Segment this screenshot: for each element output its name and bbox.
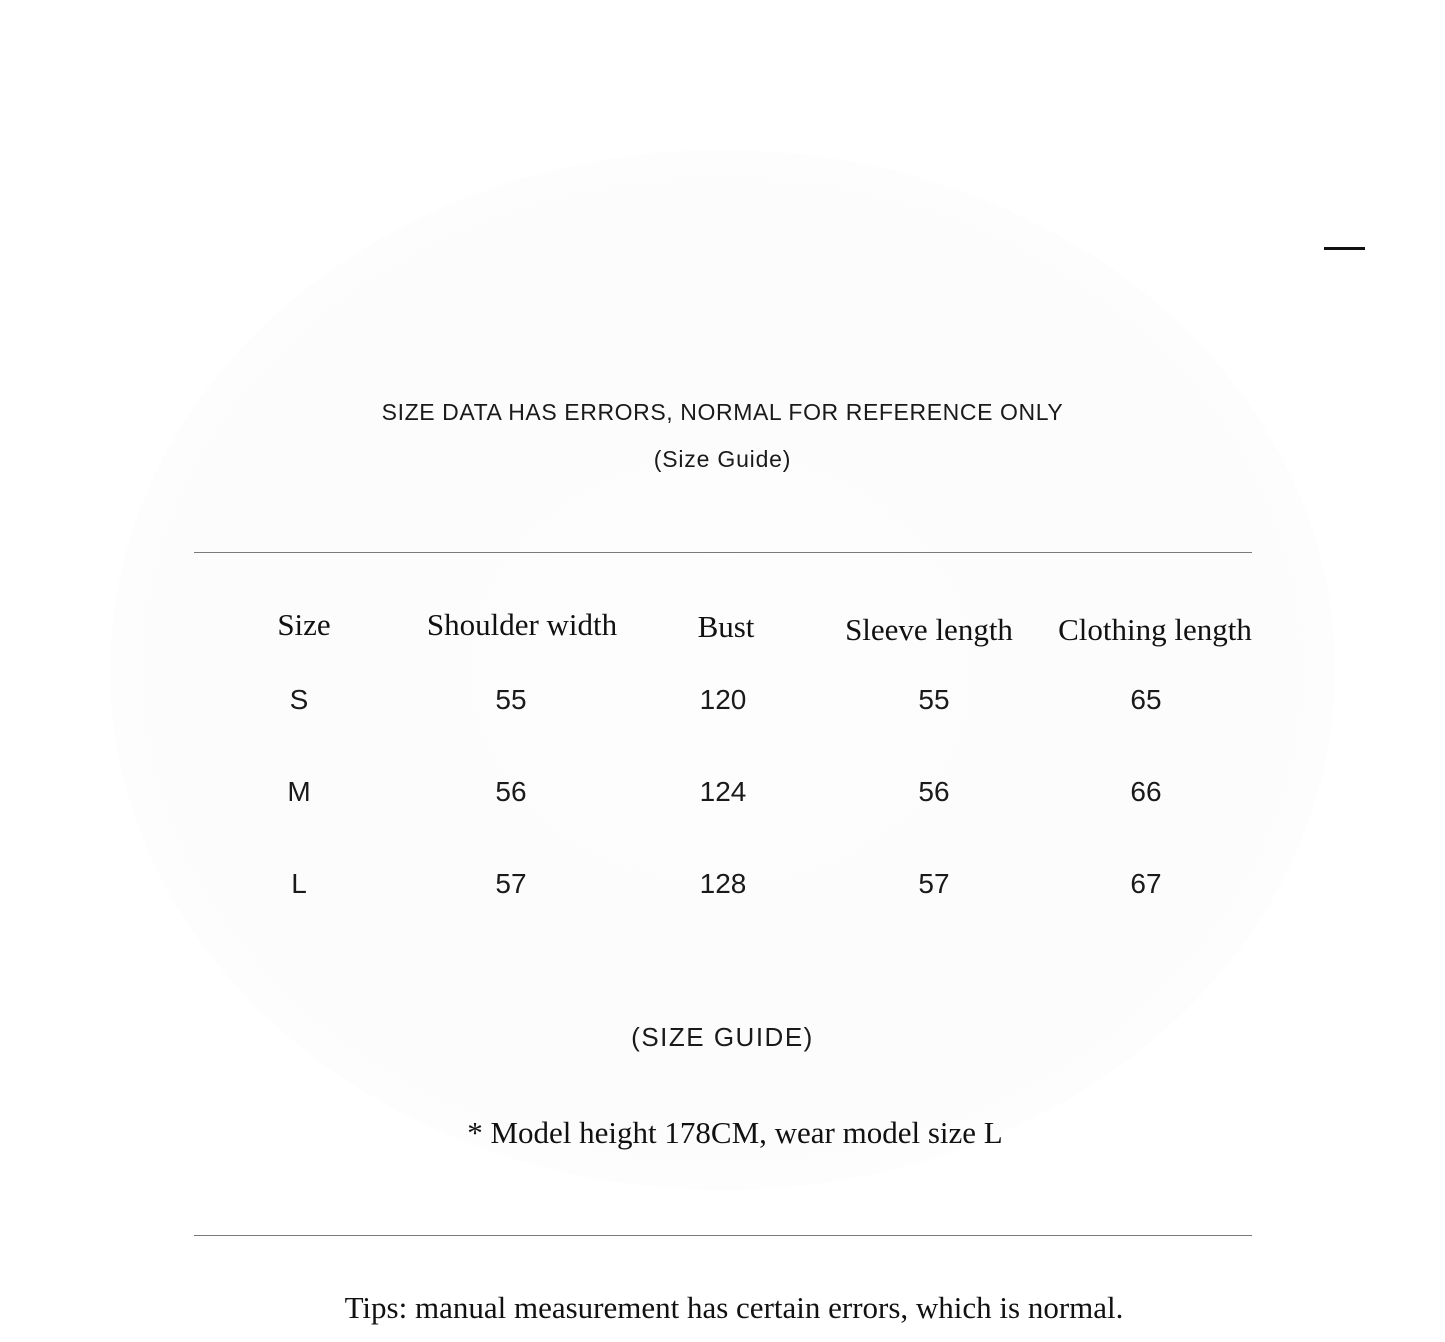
cell-clothing-length: 66: [1130, 776, 1162, 807]
cell-size: M: [287, 776, 311, 807]
cell-bust: 124: [699, 776, 747, 807]
top-divider: [194, 552, 1252, 553]
header-clothing-length: Clothing length: [1058, 612, 1252, 647]
cell-bust: 120: [699, 684, 747, 715]
cell-shoulder-width: 57: [495, 868, 527, 899]
cell-size: L: [291, 868, 307, 899]
header-bust: Bust: [697, 609, 755, 644]
model-note: * Model height 178CM, wear model size L: [467, 1115, 1003, 1150]
reference-notice: SIZE DATA HAS ERRORS, NORMAL FOR REFERENCE ONLY: [381, 399, 1064, 425]
minimize-dash-icon: [1324, 247, 1365, 250]
cell-sleeve-length: 55: [918, 684, 950, 715]
header-sleeve-length: Sleeve length: [845, 612, 1013, 647]
cell-shoulder-width: 55: [495, 684, 527, 715]
cell-size: S: [289, 684, 309, 715]
bottom-divider: [194, 1235, 1252, 1236]
cell-clothing-length: 67: [1130, 868, 1162, 899]
cell-bust: 128: [699, 868, 747, 899]
measurement-tips: Tips: manual measurement has certain errors, which is normal.: [344, 1290, 1124, 1325]
size-guide-label: (SIZE GUIDE): [631, 1022, 814, 1052]
cell-sleeve-length: 57: [918, 868, 950, 899]
cell-sleeve-length: 56: [918, 776, 950, 807]
header-size: Size: [277, 607, 331, 642]
header-shoulder-width: Shoulder width: [426, 607, 618, 642]
size-guide-subtitle: (Size Guide): [653, 446, 792, 472]
cell-clothing-length: 65: [1130, 684, 1162, 715]
cell-shoulder-width: 56: [495, 776, 527, 807]
